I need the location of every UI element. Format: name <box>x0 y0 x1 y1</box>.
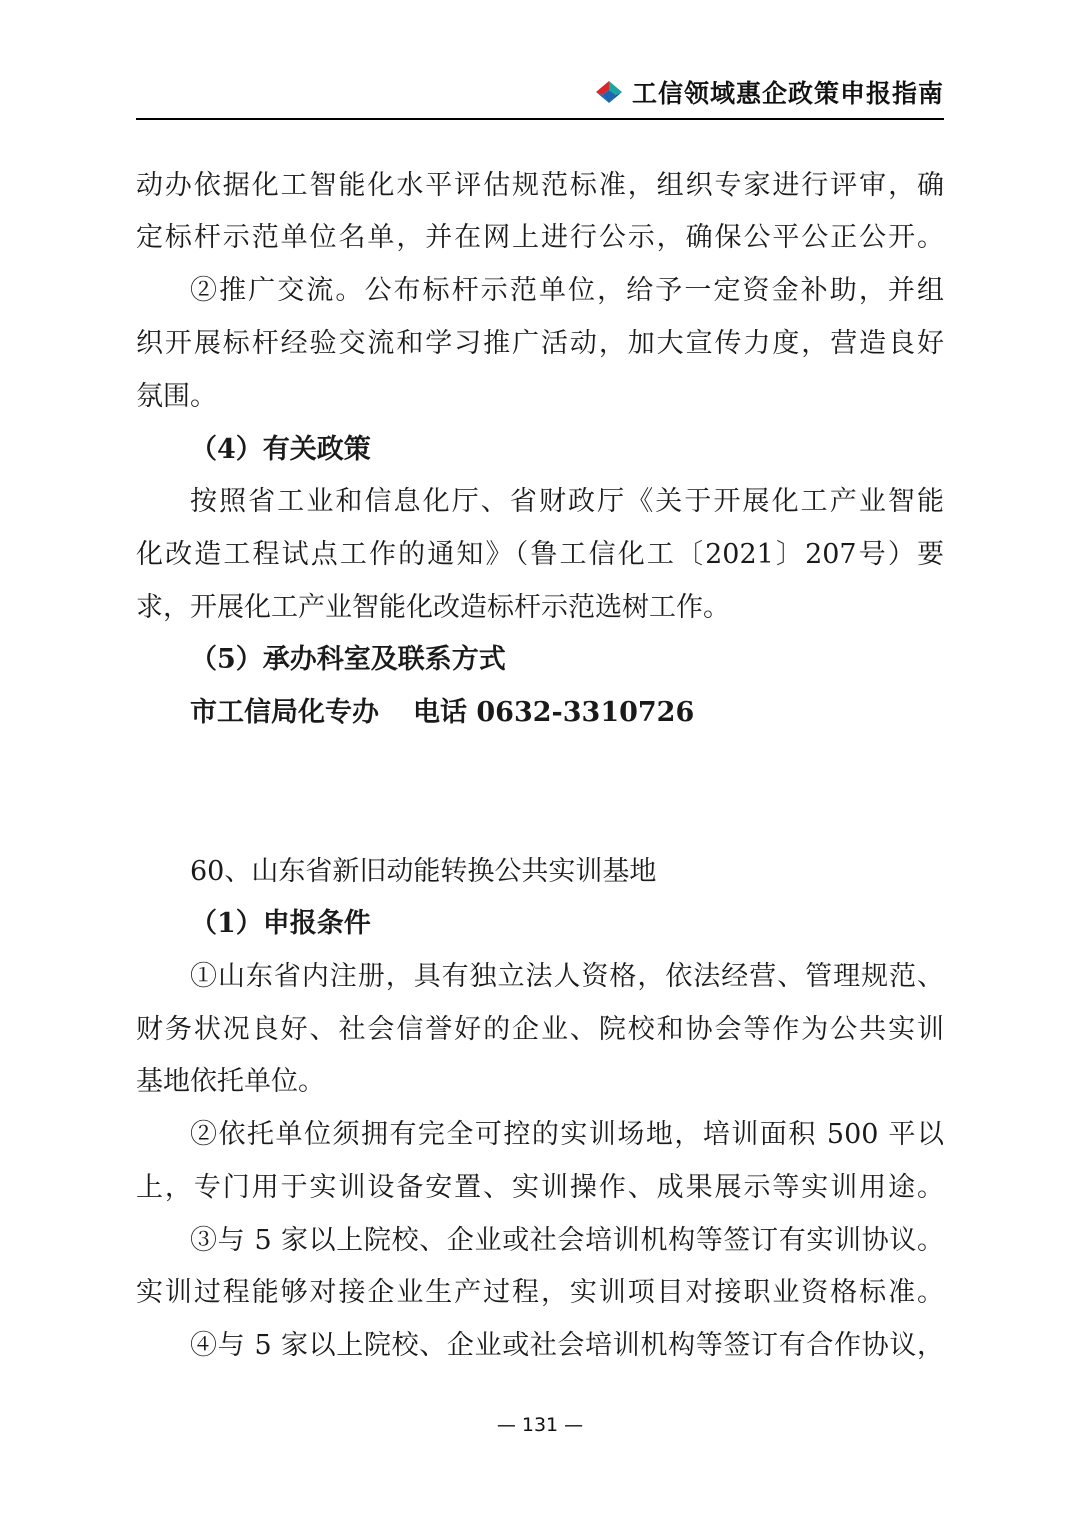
body-line: 织开展标杆经验交流和学习推广活动，加大宣传力度，营造良好 <box>136 328 944 359</box>
page-number: — 131 — <box>496 1414 584 1436</box>
subheading: （1）申报条件 <box>190 908 371 939</box>
cube-logo-icon <box>592 77 626 107</box>
body-line: ②推广交流。公布标杆示范单位，给予一定资金补助，并组 <box>190 275 944 306</box>
header-divider <box>136 118 944 120</box>
body-line: ③与 5 家以上院校、企业或社会培训机构等签订有实训协议。 <box>190 1225 944 1256</box>
body-line: ④与 5 家以上院校、企业或社会培训机构等签订有合作协议， <box>190 1330 944 1361</box>
body-line: 定标杆示范单位名单，并在网上进行公示，确保公平公正公开。 <box>136 222 944 253</box>
contact-line <box>190 693 944 733</box>
body-line: 按照省工业和信息化厅、省财政厅《关于开展化工产业智能 <box>190 486 944 517</box>
body-line: 上，专门用于实训设备安置、实训操作、成果展示等实训用途。 <box>136 1172 944 1203</box>
body-line: 动办依据化工智能化水平评估规范标准，组织专家进行评审，确 <box>136 170 944 201</box>
body-line: 化改造工程试点工作的通知》（鲁工信化工〔2021〕207号）要 <box>136 539 944 570</box>
contact-office: 市工信局化专办 <box>190 697 379 728</box>
body-line: 求，开展化工产业智能化改造标杆示范选树工作。 <box>136 592 730 623</box>
header-title: 工信领域惠企政策申报指南 <box>631 79 944 108</box>
body-line: ②依托单位须拥有完全可控的实训场地，培训面积 500 平以 <box>190 1119 944 1150</box>
page-header <box>592 74 944 110</box>
body-line: 实训过程能够对接企业生产过程，实训项目对接职业资格标准。 <box>136 1277 944 1308</box>
subheading: （4）有关政策 <box>190 434 371 465</box>
contact-phone: 电话 0632-3310726 <box>413 697 695 728</box>
subheading: （5）承办科室及联系方式 <box>190 644 506 675</box>
body-line: 基地依托单位。 <box>136 1066 325 1097</box>
section-title: 60、山东省新旧动能转换公共实训基地 <box>190 856 657 887</box>
body-line: ①山东省内注册，具有独立法人资格，依法经营、管理规范、 <box>190 961 944 992</box>
body-line: 氛围。 <box>136 381 217 412</box>
body-line: 财务状况良好、社会信誉好的企业、院校和协会等作为公共实训 <box>136 1014 944 1045</box>
